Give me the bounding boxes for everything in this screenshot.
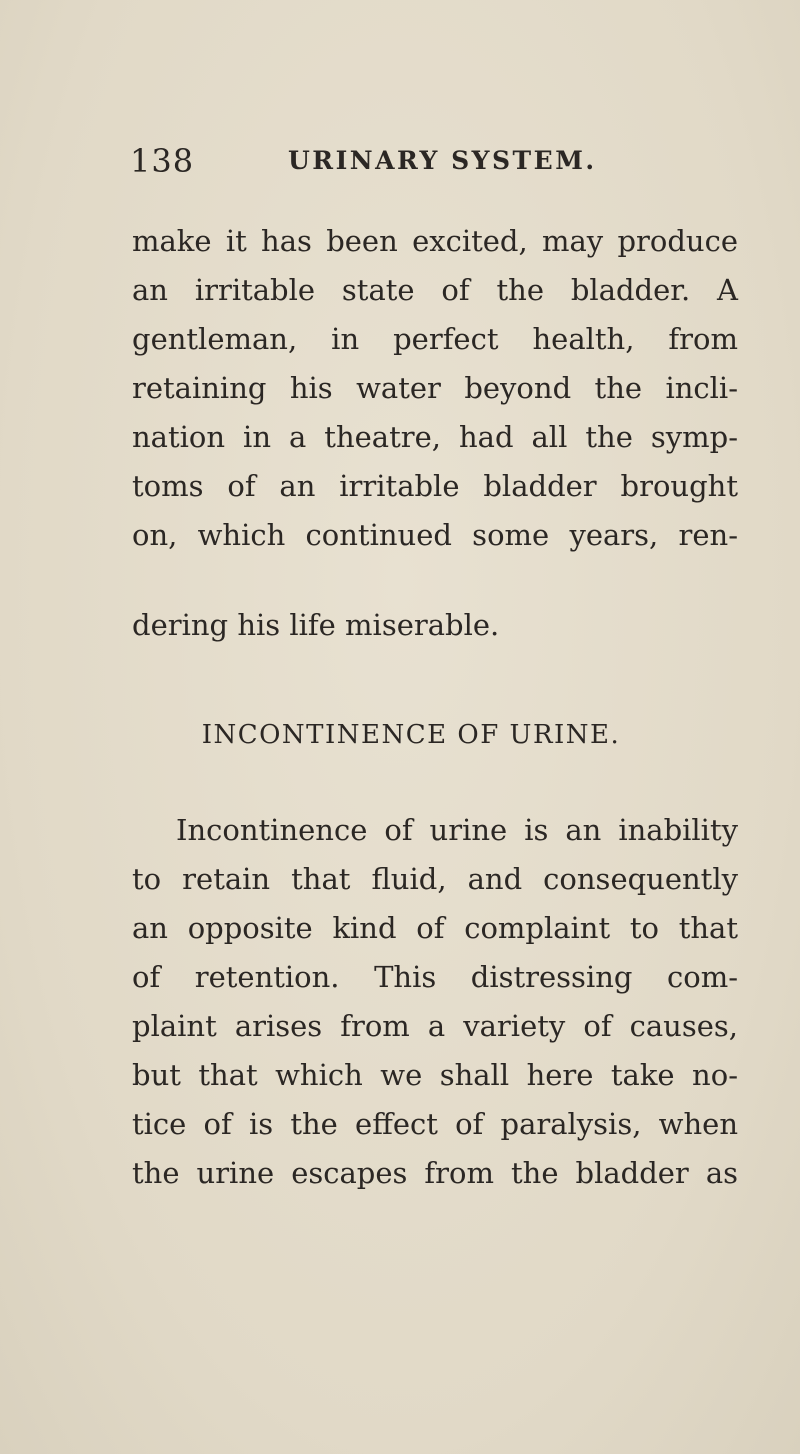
text-line: an opposite kind of complaint to that bbox=[132, 911, 738, 945]
text-line: tice of is the effect of paralysis, when bbox=[132, 1107, 738, 1141]
text-line: gentleman, in perfect health, from bbox=[132, 322, 738, 356]
text-line: nation in a theatre, had all the symp- bbox=[132, 420, 738, 454]
running-head bbox=[130, 142, 750, 192]
text-line: Incontinence of urine is an inability bbox=[176, 813, 738, 847]
text-line: retaining his water beyond the incli- bbox=[132, 371, 738, 405]
text-line: plaint arises from a variety of causes, bbox=[132, 1009, 738, 1043]
page-number: 138 bbox=[130, 142, 195, 180]
text-line: but that which we shall here take no- bbox=[132, 1058, 738, 1092]
text-line: toms of an irritable bladder brought bbox=[132, 469, 738, 503]
text-line: an irritable state of the bladder. A bbox=[132, 273, 738, 307]
text-line: of retention. This distressing com- bbox=[132, 960, 738, 994]
text-line: on, which continued some years, ren- bbox=[132, 518, 738, 552]
text-line: make it has been excited, may produce bbox=[132, 224, 738, 258]
text-line: the urine escapes from the bladder as bbox=[132, 1156, 738, 1190]
section-heading: INCONTINENCE OF URINE. bbox=[201, 720, 621, 750]
running-title: URINARY SYSTEM. bbox=[288, 146, 597, 175]
text-line: dering his life miserable. bbox=[132, 608, 500, 642]
text-line: to retain that fluid, and consequently bbox=[132, 862, 738, 896]
